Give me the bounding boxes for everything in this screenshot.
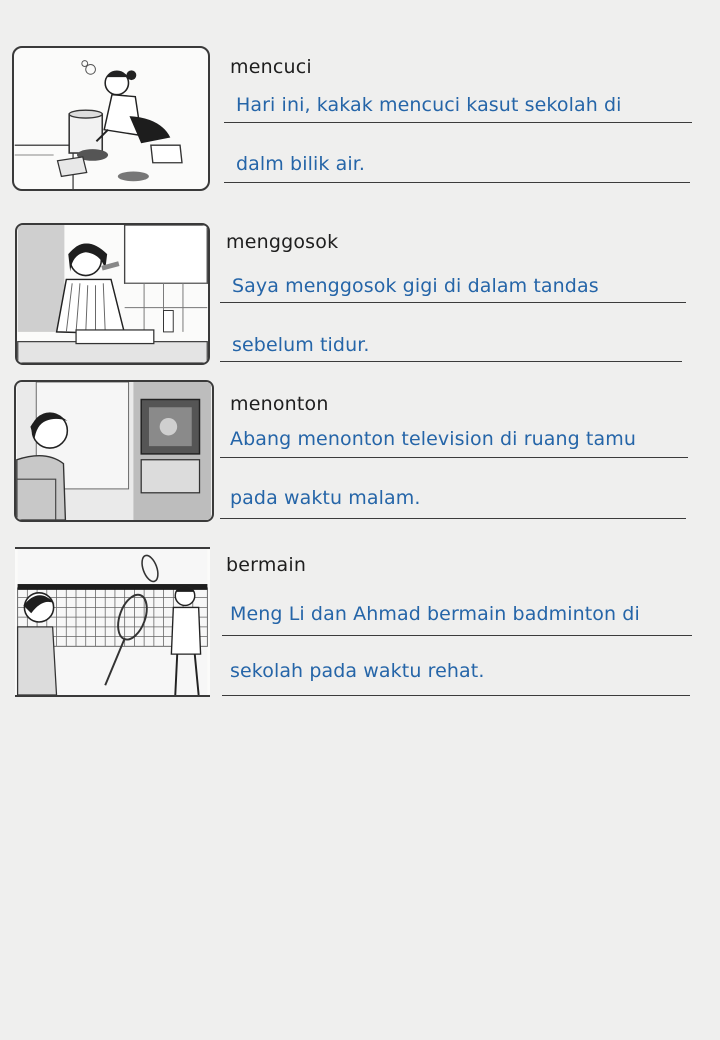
answer-line-2 [224,182,690,183]
answer-line-1 [222,635,692,636]
answer-line-2-text: dalm bilik air. [236,153,365,175]
keyword-label: menggosok [226,231,339,253]
exercise-4 [0,535,720,705]
picture-children-playing-badminton [15,547,210,697]
exercise-3 [0,375,720,535]
answer-line-2 [222,695,690,696]
tv-illustration [16,382,212,520]
answer-line-2 [220,518,686,519]
answer-line-1-text: Saya menggosok gigi di dalam tandas [232,275,599,297]
answer-line-1 [224,122,692,123]
answer-line-1-text: Meng Li dan Ahmad bermain badminton di [230,603,640,625]
answer-line-2 [220,361,682,362]
answer-line-1 [220,457,688,458]
answer-line-2-text: sebelum tidur. [232,334,370,356]
picture-girl-brushing-teeth [15,223,210,365]
badminton-illustration [15,549,210,695]
exercise-1 [0,0,720,200]
picture-girl-washing-shoes [12,46,210,191]
answer-line-2-text: pada waktu malam. [230,487,421,509]
answer-line-1-text: Hari ini, kakak mencuci kasut sekolah di [236,94,622,116]
keyword-label: mencuci [230,56,312,78]
answer-line-1-text: Abang menonton television di ruang tamu [230,428,636,450]
keyword-label: menonton [230,393,329,415]
washing-illustration [14,48,208,189]
picture-boy-watching-tv [14,380,214,522]
keyword-label: bermain [226,554,307,576]
answer-line-2-text: sekolah pada waktu rehat. [230,660,485,682]
brushing-illustration [17,225,208,363]
answer-line-1 [220,302,686,303]
exercise-2 [0,200,720,375]
